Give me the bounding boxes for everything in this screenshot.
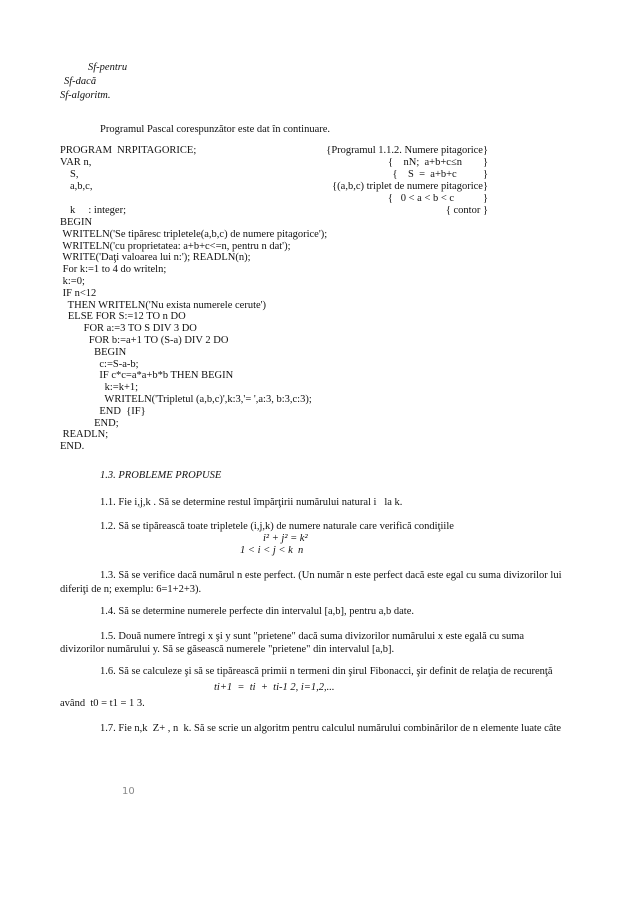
intro-paragraph: Programul Pascal corespunzător este dat în continuare.: [100, 124, 331, 135]
problem-1-7: 1.7. Fie n,k Z+ , n k. Să se scrie un algoritm pentru calculul numărului combinărilor de n elemente luate câte: [100, 723, 562, 734]
code-line: WRITELN('Tripletul (a,b,c)',k:3,'= ',a:3, b:3,c:3);: [60, 394, 312, 405]
code-line: k:=0;: [60, 276, 85, 287]
code-line: END;: [60, 417, 119, 429]
abc-line: a,b,c,: [70, 181, 93, 192]
code-line: BEGIN: [60, 217, 93, 228]
code-line: FOR a:=3 TO S DIV 3 DO: [60, 323, 197, 335]
code-line: IF c*c=a*a+b*b THEN BEGIN: [60, 370, 234, 382]
problem-1-3-line2: diferiţi de n; exemplu: 6=1+2+3).: [60, 584, 202, 595]
code-line: WRITELN('Se tipăresc tripletele(a,b,c) de numere pitagorice');: [60, 228, 328, 240]
code-line: END {IF}: [60, 405, 146, 417]
k-comment: { contor }: [445, 205, 488, 216]
problem-1-6-recurrence: ti+1 = ti + ti-1 2, i=1,2,...: [214, 682, 335, 693]
s-comment: { S = a+b+c }: [392, 169, 488, 180]
code-line: BEGIN: [60, 346, 127, 358]
problem-1-6-initial: având t0 = t1 = 1 3.: [60, 698, 145, 709]
code-line: WRITELN('cu proprietatea: a+b+c<=n, pentru n dat');: [60, 240, 291, 252]
program-line: PROGRAM NRPITAGORICE;: [60, 145, 197, 156]
page-number: 10: [122, 786, 135, 797]
k-line: k : integer;: [70, 205, 126, 216]
code-line: c:=S-a-b;: [60, 358, 139, 370]
end-for-keyword: Sf-pentru: [88, 62, 128, 73]
abc-comment: {(a,b,c) triplet de numere pitagorice}: [332, 181, 488, 192]
end-if-keyword: Sf-dacă: [64, 76, 97, 87]
problem-1-2-equation: i² + j² = k²: [263, 533, 308, 544]
code-line: END.: [60, 441, 85, 453]
section-title: 1.3. PROBLEME PROPUSE: [100, 470, 222, 481]
problem-1-6: 1.6. Să se calculeze şi să se tipărească primii n termeni din şirul Fibonacci, şir definit de relaţia de recurenţă: [100, 666, 553, 677]
program-comment: {Programul 1.1.2. Numere pitagorice}: [326, 145, 488, 156]
code-line: READLN;: [60, 429, 109, 441]
code-line: For k:=1 to 4 do writeln;: [60, 264, 167, 276]
code-line: ELSE FOR S:=12 TO n DO: [60, 311, 186, 323]
code-line: FOR b:=a+1 TO (S-a) DIV 2 DO: [60, 335, 229, 346]
problem-1-3-line1: 1.3. Să se verifice dacă numărul n este perfect. (Un număr n este perfect dacă este egal cu suma divizorilor lui: [100, 570, 562, 581]
ineq-comment: { 0 < a < b < c }: [387, 193, 488, 204]
var-comment: { nN; a+b+c≤n }: [387, 157, 488, 168]
problem-1-2: 1.2. Să se tipărească toate tripletele (i,j,k) de numere naturale care verifică condiţiile: [100, 521, 454, 532]
code-line: IF n<12: [60, 287, 97, 299]
var-line: VAR n,: [60, 157, 92, 168]
problem-1-5-line2: divizorilor numărului y. Să se găsească numerele "prietene" din intervalul [a,b].: [60, 644, 395, 655]
code-line: WRITE('Daţi valoarea lui n:'); READLN(n);: [60, 252, 251, 264]
code-line: THEN WRITELN('Nu exista numerele cerute'): [60, 299, 267, 311]
s-line: S,: [70, 169, 79, 180]
problem-1-4: 1.4. Să se determine numerele perfecte din intervalul [a,b], pentru a,b date.: [100, 606, 414, 617]
end-algorithm-keyword: Sf-algoritm.: [60, 90, 111, 101]
problem-1-2-condition: 1 < i < j < k n: [240, 545, 304, 556]
problem-1-1: 1.1. Fie i,j,k . Să se determine restul împărţirii numărului natural i la k.: [100, 497, 403, 508]
code-line: k:=k+1;: [60, 382, 139, 394]
problem-1-5-line1: 1.5. Două numere întregi x şi y sunt "prietene" dacă suma divizorilor numărului x este egală cu suma: [100, 631, 525, 642]
